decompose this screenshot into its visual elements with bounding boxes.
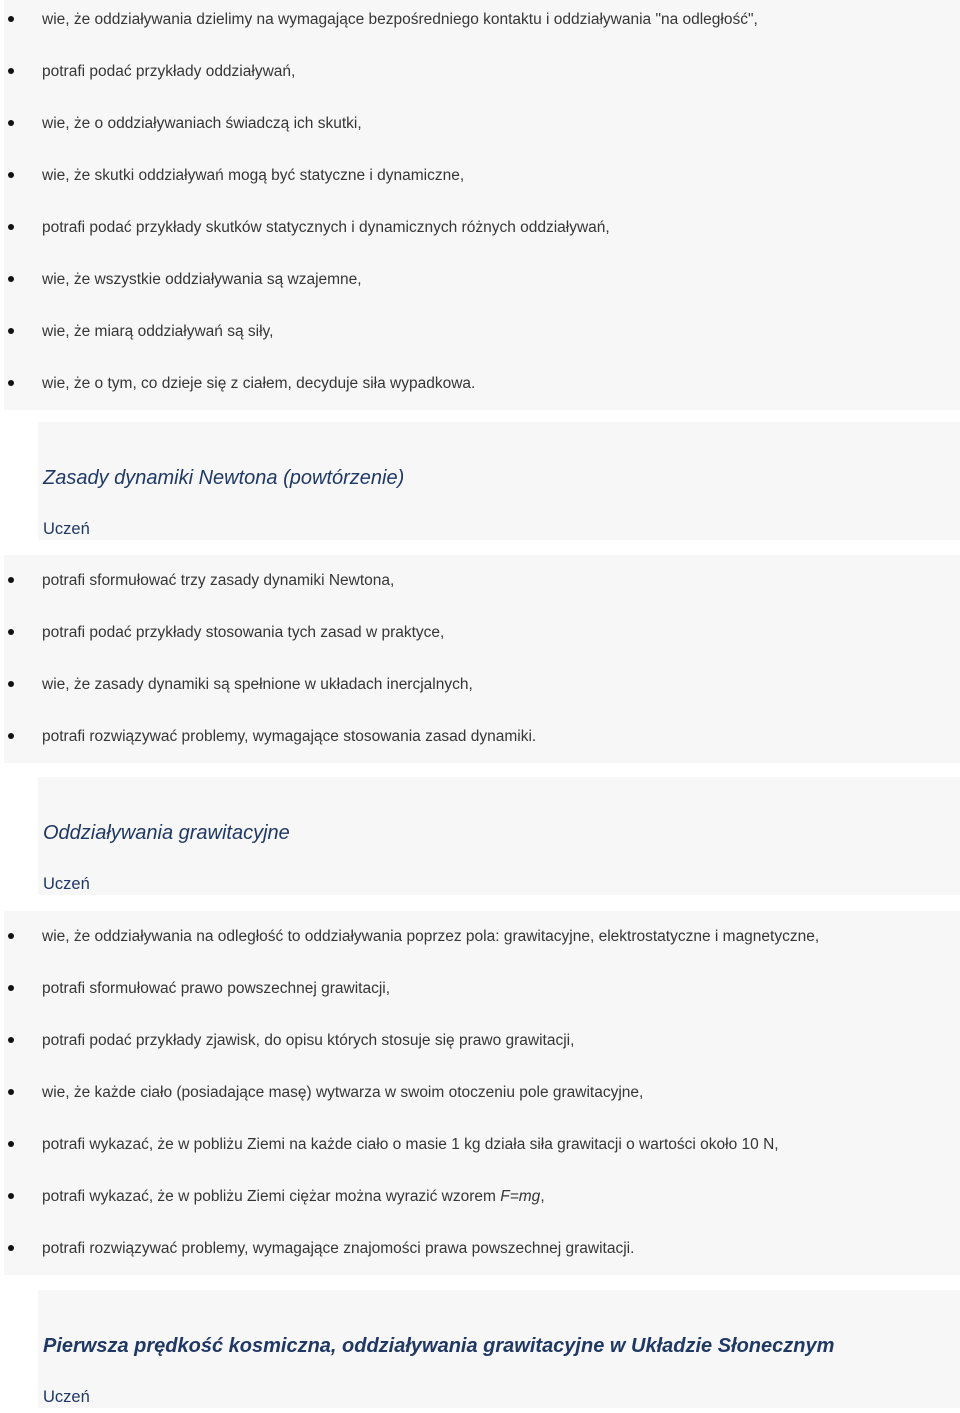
section-subtitle: Uczeń: [43, 520, 90, 538]
list-item: potrafi podać przykłady skutków statycznych i dynamicznych różnych oddziaływań,: [4, 202, 960, 254]
list-item: wie, że wszystkie oddziaływania są wzajemne,: [4, 254, 960, 306]
list-item: potrafi podać przykłady stosowania tych zasad w praktyce,: [4, 607, 960, 659]
section-title: Zasady dynamiki Newtona (powtórzenie): [43, 467, 405, 489]
list-item: wie, że miarą oddziaływań są siły,: [4, 306, 960, 358]
list-item-text: potrafi wykazać, że w pobliżu Ziemi ciężar można wyrazić wzorem: [42, 1188, 501, 1205]
list-item: wie, że oddziaływania dzielimy na wymagające bezpośredniego kontaktu i oddziaływania "na odległość",: [4, 0, 960, 46]
list-item: potrafi rozwiązywać problemy, wymagające znajomości prawa powszechnej grawitacji.: [4, 1223, 960, 1275]
list-item: potrafi rozwiązywać problemy, wymagające stosowania zasad dynamiki.: [4, 711, 960, 763]
section-title: Pierwsza prędkość kosmiczna, oddziaływania grawitacyjne w Układzie Słonecznym: [43, 1335, 835, 1357]
list-item: potrafi podać przykłady oddziaływań,: [4, 46, 960, 98]
list-item: wie, że o oddziaływaniach świadczą ich skutki,: [4, 98, 960, 150]
section-header-cosmic-velocity: [38, 1290, 960, 1408]
list-item: wie, że o tym, co dzieje się z ciałem, decyduje siła wypadkowa.: [4, 358, 960, 410]
section-subtitle: Uczeń: [43, 875, 90, 893]
list-item: potrafi wykazać, że w pobliżu Ziemi na każde ciało o masie 1 kg działa siła grawitacji o wartości około 10 N,: [4, 1119, 960, 1171]
section-subtitle: Uczeń: [43, 1388, 90, 1406]
formula-suffix: ,: [540, 1188, 545, 1205]
list-gravity: [4, 911, 960, 1275]
formula: F=mg: [500, 1188, 541, 1205]
list-item: wie, że skutki oddziaływań mogą być statyczne i dynamiczne,: [4, 150, 960, 202]
list-item: wie, że zasady dynamiki są spełnione w układach inercjalnych,: [4, 659, 960, 711]
list-item: [4, 1171, 960, 1223]
section-title: Oddziaływania grawitacyjne: [43, 822, 290, 844]
list-item: potrafi sformułować trzy zasady dynamiki Newtona,: [4, 555, 960, 607]
list-item: wie, że oddziaływania na odległość to oddziaływania poprzez pola: grawitacyjne, elektrostatyczne i magnetyczne,: [4, 911, 960, 963]
list-interactions: [4, 0, 960, 410]
list-item: wie, że każde ciało (posiadające masę) wytwarza w swoim otoczeniu pole grawitacyjne,: [4, 1067, 960, 1119]
list-item: potrafi sformułować prawo powszechnej grawitacji,: [4, 963, 960, 1015]
section-header-newton: [38, 422, 960, 540]
section-header-gravity: [38, 777, 960, 895]
list-item: potrafi podać przykłady zjawisk, do opisu których stosuje się prawo grawitacji,: [4, 1015, 960, 1067]
list-newton: [4, 555, 960, 763]
